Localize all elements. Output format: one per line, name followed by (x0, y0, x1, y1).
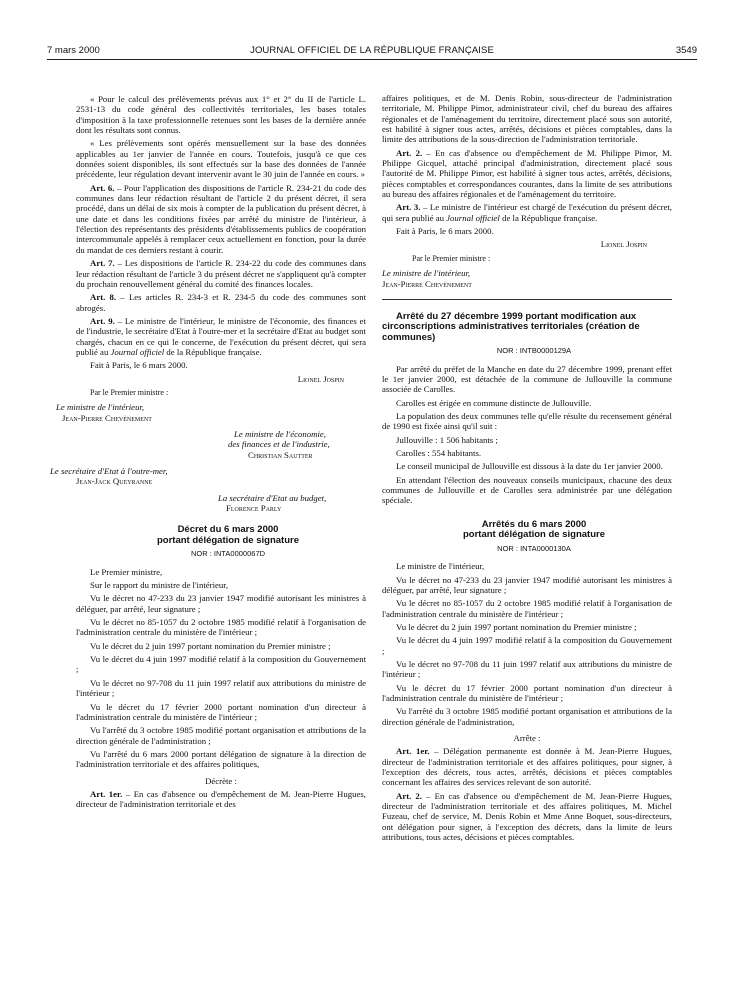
visa-line: Vu le décret du 2 juin 1997 portant nomination du Premier ministre ; (90, 640, 331, 651)
article-label: Art. 6. (90, 182, 115, 193)
quote-paragraph: « Les prélèvements sont opérés mensuellement sur la base des données applicables au 1er janvier de l'année en cours. Toutefois, jusqu'à ce que ces données soient disponibles, ils sont effectués sur la base des données de l'année précédente, leur régulation devant intervenir avant le 30 juin de l'année en cours. » (76, 138, 366, 180)
article-text: – Les dispositions de l'article R. 234-22 du code des communes dans leur rédaction résultant de l'article 3 du présent décret ne s'appliquent qu'à compter du prochain renouvellement général du comité des finances locales. (76, 258, 366, 289)
article-2 (382, 148, 672, 200)
visa-line: Vu le décret no 97-708 du 11 juin 1997 relatif aux attributions du ministre de l'intérieur ; (382, 658, 672, 680)
population-line: Jullouville : 1 506 habitants ; (396, 434, 498, 445)
visa-line: Vu le décret du 17 février 2000 portant nomination d'un directeur à l'administration centrale du ministère de l'intérieur ; (76, 701, 366, 722)
nor-reference: NOR : INTA0000067D (190, 549, 266, 559)
article-text: – Pour l'application des dispositions de l'article R. 234-21 du code des communes dans leur rédaction résultant de l'article 2 du présent décret, il sera procédé, dans un délai de six mois à compter de la publication du présent décret, à une date et dans les conditions fixées par arrêté du ministre de l'intérieur, à l'élection des représentants des présidents d'établissements publics de coopération intercommunale appelés à remplacer ceux actuellement en fonction, pour la durée du mandat de ces derniers restant à courir. (76, 182, 366, 255)
decrete-heading: Décrète : (205, 775, 237, 786)
visa-line: Vu le décret du 2 juin 1997 portant nomination du Premier ministre ; (396, 621, 637, 632)
minister-title: Le ministre de l'intérieur, (56, 402, 145, 413)
arrete-title: Arrêté du 27 décembre 1999 portant modification aux circonscriptions administratives territoriales (création de communes) (382, 310, 640, 343)
article-label: Art. 9. (90, 315, 115, 326)
visa-line: Vu le décret du 17 février 2000 portant nomination d'un directeur à l'administration centrale du ministère de l'intérieur ; (382, 682, 672, 703)
body-paragraph: La population des deux communes telle qu'elle résulte du recensement général de 1990 est fixée ainsi qu'il suit : (382, 411, 672, 432)
signatory-name: Lionel Jospin (600, 239, 647, 250)
article-label: Art. 3. (396, 202, 421, 213)
decree-title: Décret du 6 mars 2000 (177, 524, 279, 536)
par-premier-ministre: Par le Premier ministre : (90, 387, 169, 397)
article-label: Art. 1er. (90, 788, 123, 799)
article-7 (76, 258, 366, 289)
preamble-line: Sur le rapport du ministre de l'intérieur, (90, 580, 229, 591)
signature-date: Fait à Paris, le 6 mars 2000. (90, 360, 188, 371)
header-journal-title: JOURNAL OFFICIEL DE LA RÉPUBLIQUE FRANÇAISE (250, 45, 494, 56)
journal-officiel-ref: Journal officiel (110, 346, 165, 357)
visa-line: Vu le décret du 4 juin 1997 modifié relatif à la composition du Gouvernement ; (76, 654, 366, 675)
quote-paragraph: « Pour le calcul des prélèvements prévus aux 1° et 2° du II de l'article L. 2531-13 du code général des collectivités territoriales, les bases totales d'imposition à la taxe professionnelle retenues sont les bases de la dernière année dont les résultats sont connus. (76, 94, 366, 136)
visa-line: Vu le décret no 85-1057 du 2 octobre 1985 modifié relatif à l'organisation de l'administration centrale du ministère de l'intérieur ; (76, 617, 366, 638)
arrete-heading: Arrête : (513, 732, 541, 743)
preamble-line: Le ministre de l'intérieur, (396, 561, 485, 572)
journal-officiel-ref: Journal officiel (446, 212, 500, 223)
par-premier-ministre: Par le Premier ministre : (412, 253, 491, 263)
article-3 (382, 202, 672, 223)
visa-line: Vu l'arrêté du 6 mars 2000 portant délégation de signature à la direction de l'administration territoriale et des affaires politiques, (76, 748, 366, 770)
signature-date: Fait à Paris, le 6 mars 2000. (396, 226, 494, 237)
minister-title: Le secrétaire d'Etat à l'outre-mer, (50, 466, 168, 476)
article-label: Art. 1er. (396, 746, 430, 757)
arrete-title: portant délégation de signature (463, 529, 605, 541)
article-text: – Les articles R. 234-3 et R. 234-5 du code des communes sont abrogés. (76, 292, 367, 313)
minister-title: Le ministre de l'économie, (234, 428, 326, 439)
minister-name: Florence Parly (226, 503, 282, 514)
article-text: – En cas d'absence ou d'empêchement de M. Jean-Pierre Hugues, directeur de l'administration territoriale et des (76, 788, 366, 810)
article-text: – Délégation permanente est donnée à M. Jean-Pierre Hugues, directeur de l'administration territoriale et des affaires politiques, pour signer, à l'exception des décrets, tous actes, arrêtés, décisions et pièces comptables concernant les affaires des services relevant de son autorité. (382, 746, 672, 788)
header-date: 7 mars 2000 (47, 45, 100, 56)
nor-reference: NOR : INTA0000130A (497, 543, 571, 553)
minister-title: Le ministre de l'intérieur, (382, 268, 471, 279)
right-column (382, 93, 672, 980)
article-1 (382, 746, 672, 787)
article-label: Art. 8. (90, 292, 117, 303)
article-text: de la République française. (499, 212, 598, 223)
article-8 (76, 292, 366, 313)
article-text: de la République française. (164, 346, 262, 357)
decree-title: portant délégation de signature (157, 534, 299, 546)
article-9 (76, 316, 366, 357)
article-text: – Le ministre de l'intérieur est chargé de l'exécution du présent décret, qui sera publié au (382, 202, 672, 223)
article-text: – En cas d'absence ou d'empêchement de M. Philippe Pimor, M. Philippe Gicquel, attaché principal d'administration, directement placé sous l'autorité de M. Philippe Pimor, est habilité à signer tous actes, arrêtés, décisions, pièces comptables et correspondances courantes, dans la limite de ses attributions au bureau des affaires régionales et de l'aménagement du territoire. (382, 147, 672, 200)
visa-line: Vu l'arrêté du 3 octobre 1985 modifié portant organisation et attributions de la direction générale de l'administration ; (76, 725, 366, 746)
article-label: Art. 7. (90, 258, 115, 269)
body-paragraph: Par arrêté du préfet de la Manche en date du 27 décembre 1999, prenant effet le 1er janvier 2000, est détachée de la commune de Jullouville la commune associée de Carolles. (382, 363, 672, 395)
continued-paragraph: affaires politiques, et de M. Denis Robin, sous-directeur de l'administration territoriale, M. Philippe Pimor, administrateur civil, chef du bureau des affaires régionales et de l'aménagement du territoire, directement placé sous son autorité, est habilité à signer tous actes, arrêtés, décisions et pièces comptables, dans la limite des attributions de la sous-direction de l'administration territoriale. (382, 93, 672, 145)
header-page-number: 3549 (675, 45, 697, 56)
section-divider (382, 299, 672, 300)
minister-title: des finances et de l'industrie, (228, 439, 330, 450)
visa-line: Vu le décret no 47-233 du 23 janvier 1947 modifié autorisant les ministres à déléguer, par arrêté, leur signature ; (76, 593, 366, 614)
page-header (47, 45, 697, 60)
visa-line: Vu l'arrêté du 3 octobre 1985 modifié portant organisation et attributions de la direction générale de l'administration, (382, 706, 672, 727)
article-6 (76, 183, 366, 255)
minister-name: Jean-Pierre Chevènement (382, 278, 472, 289)
population-line: Carolles : 554 habitants. (396, 448, 482, 459)
body-paragraph: Le conseil municipal de Jullouville est dissous à la date du 1er janvier 2000. (396, 461, 663, 472)
arrete-title: Arrêtés du 6 mars 2000 (481, 518, 587, 530)
body-paragraph: Carolles est érigée en commune distincte de Jullouville. (396, 397, 592, 408)
article-text: – Le ministre de l'intérieur, le ministre de l'économie, des finances et de l'industrie, le secrétaire d'Etat à l'outre-mer et la secrétaire d'Etat au budget sont chargés, chacun en ce qui le concerne, de l'exécution du présent décret, qui sera publié au (76, 315, 366, 357)
article-2 (382, 791, 672, 843)
visa-line: Vu le décret no 85-1057 du 2 octobre 1985 modifié relatif à l'organisation de l'administration centrale du ministère de l'intérieur ; (382, 598, 672, 619)
article-label: Art. 2. (396, 147, 423, 158)
nor-reference: NOR : INTB0000129A (496, 346, 572, 356)
article-text: – En cas d'absence ou d'empêchement de M. Jean-Pierre Hugues, directeur de l'administration territoriale et des affaires politiques, M. Michel Fuzeau, chef de service, M. Denis Robin et Mme Anne Boquet, sous-directeurs, ont délégation pour signer, à l'exception des décrets, dans la limite de leurs attributions, tous actes, décisions et pièces comptables. (382, 790, 672, 843)
article-1 (76, 789, 366, 810)
visa-line: Vu le décret no 47-233 du 23 janvier 1947 modifié autorisant les ministres à déléguer, par arrêté, leur signature ; (382, 574, 672, 595)
minister-name: Christian Sautter (248, 449, 313, 460)
article-label: Art. 2. (396, 790, 422, 801)
body-paragraph: En attendant l'élection des nouveaux conseils municipaux, chacune des deux communes de Jullouville et de Carolles sera administrée par une délégation spéciale. (382, 474, 672, 506)
minister-name: Jean-Pierre Chevènement (62, 412, 152, 423)
visa-line: Vu le décret du 4 juin 1997 modifié relatif à la composition du Gouvernement ; (382, 635, 672, 656)
minister-name: Jean-Jack Queyranne (76, 476, 153, 487)
preamble-line: Le Premier ministre, (90, 566, 163, 577)
minister-title: La secrétaire d'Etat au budget, (218, 492, 327, 503)
left-column (50, 94, 367, 980)
signatory-name: Lionel Jospin (297, 373, 344, 384)
visa-line: Vu le décret no 97-708 du 11 juin 1997 relatif aux attributions du ministre de l'intérieur ; (76, 677, 366, 699)
